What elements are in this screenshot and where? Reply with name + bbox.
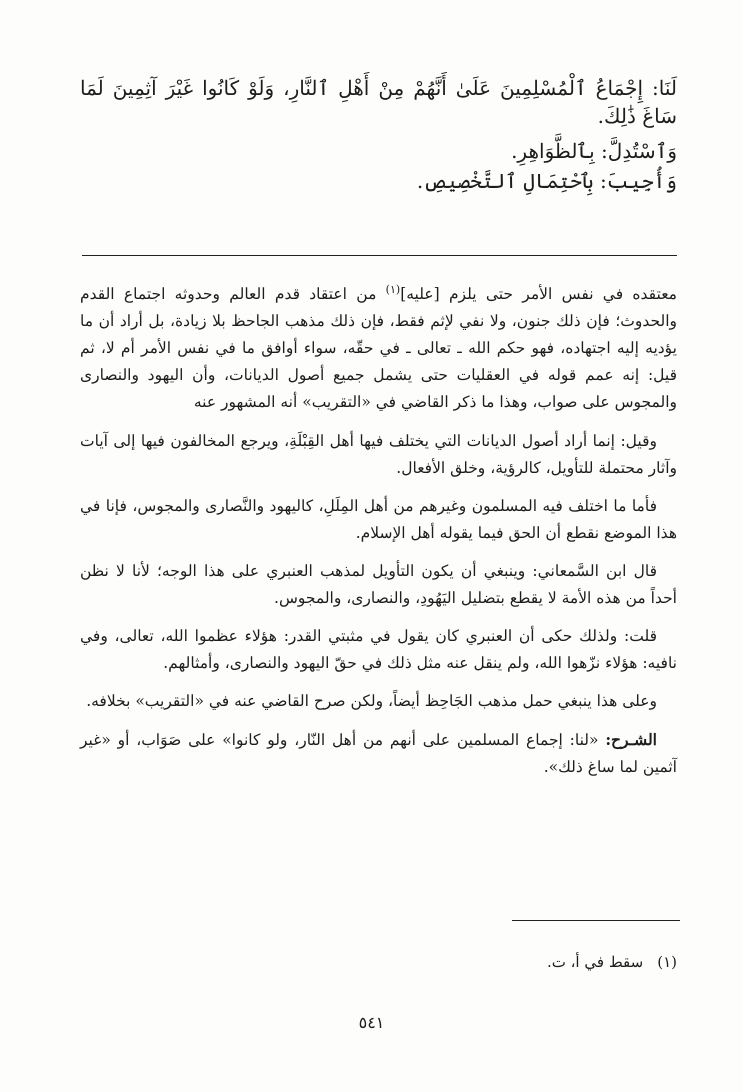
commentary-text [80,276,677,792]
commentary-paragraph-1 [80,276,677,416]
matn-line-2: وَٱسْتُدِلَّ: بِٱلظَّوَاهِرِ. [511,139,677,163]
commentary-paragraph-3: فأما ما اختلف فيه المسلمون وغيرهم من أهل المِلَلِ، كاليهود والنَّصارى والمجوس، فإنا في هذا الموضع نقطع أن الحق فيما يقوله أهل الإسلام. [80,497,677,543]
page-number: ٥٤١ [358,1013,385,1032]
footnote-text: سقط في أ، ت. [546,953,644,971]
footnote-number: (١) [657,953,677,971]
commentary-paragraph-4: قال ابن السَّمعاني: وينبغي أن يكون التأويل لمذهب العنبري على هذا الوجه؛ لأنا لا نظن أحداً من هذه الأمة لا يقطع بتضليل اليَهُودِ، والنصارى، والمجوس. [80,562,677,608]
footnote-divider [512,920,680,921]
matn-text [80,74,677,196]
commentary-paragraph-7 [80,726,677,781]
commentary-paragraph-2: وقيل: إنما أراد أصول الديانات التي يختلف فيها أهل القِبْلَةِ، ويرجع المخالفون فيها إلى آيات وآثار محتملة للتأويل، كالرؤية، وخلق الأفعال. [80,432,677,478]
sharh-heading: الشـرح: [605,730,657,750]
commentary-paragraph-1-rest: من اعتقاد قدم العالم وحدوثه اجتماع القدم والحدوث؛ فإن ذلك جنون، ولا نفي لإثم فقط، فإن ذلك مذهب الجاحظ بلا زيادة، بل أراد أن ما يؤديه إليه اجتهاده، فهو حكم الله ـ تعالى ـ في حقّه، سواء أوافق ما في نفس الأمر أم لا، ثم قيل: إنه عمم قوله في العقليات حتى يشمل جميع أصول الديانات، وأن اليهود والنصارى والمجوس على صواب، وهذا ما ذكر القاضي في «التقريب» أنه المشهور عنه [80,285,677,412]
footnote [547,950,677,974]
matn-line-3: وَأُجِيبَ: بِٱحْتِمَالِ ٱلتَّخْصِيصِ. [416,169,677,193]
commentary-paragraph-7-rest: «لنا: إجماع المسلمين على أنهم من أهل النّار، ولو كانوا» على صَوَاب، أو «غير آثمين لما ساغ ذلك». [80,731,677,777]
footnote-reference: (١) [385,283,401,296]
commentary-paragraph-5: قلت: ولذلك حكى أن العنبري كان يقول في مثبتي القدر: هؤلاء عظموا الله، تعالى، وفي نافيه: هؤلاء نزّهوا الله، ولم ينقل عنه مثل ذلك في حقّ اليهود والنصارى، وأمثالهم. [80,627,677,673]
commentary-paragraph-6: وعلى هذا ينبغي حمل مذهب الجَاحِظ أيضاً، ولكن صرح القاضي عنه في «التقريب» بخلافه. [86,692,657,711]
section-divider [82,255,677,256]
matn-line-1: لَنَا: إِجْمَاعُ ٱلْمُسْلِمِينَ عَلَىٰ أَنَّهُمْ مِنْ أَهْلِ ٱلنَّارِ، وَلَوْ كَانُوا غَيْرَ آثِمِينَ لَمَا سَاغَ ذَٰلِكَ. [80,76,677,128]
commentary-paragraph-1-start: معتقده في نفس الأمر حتى يلزم [عليه] [400,285,677,304]
